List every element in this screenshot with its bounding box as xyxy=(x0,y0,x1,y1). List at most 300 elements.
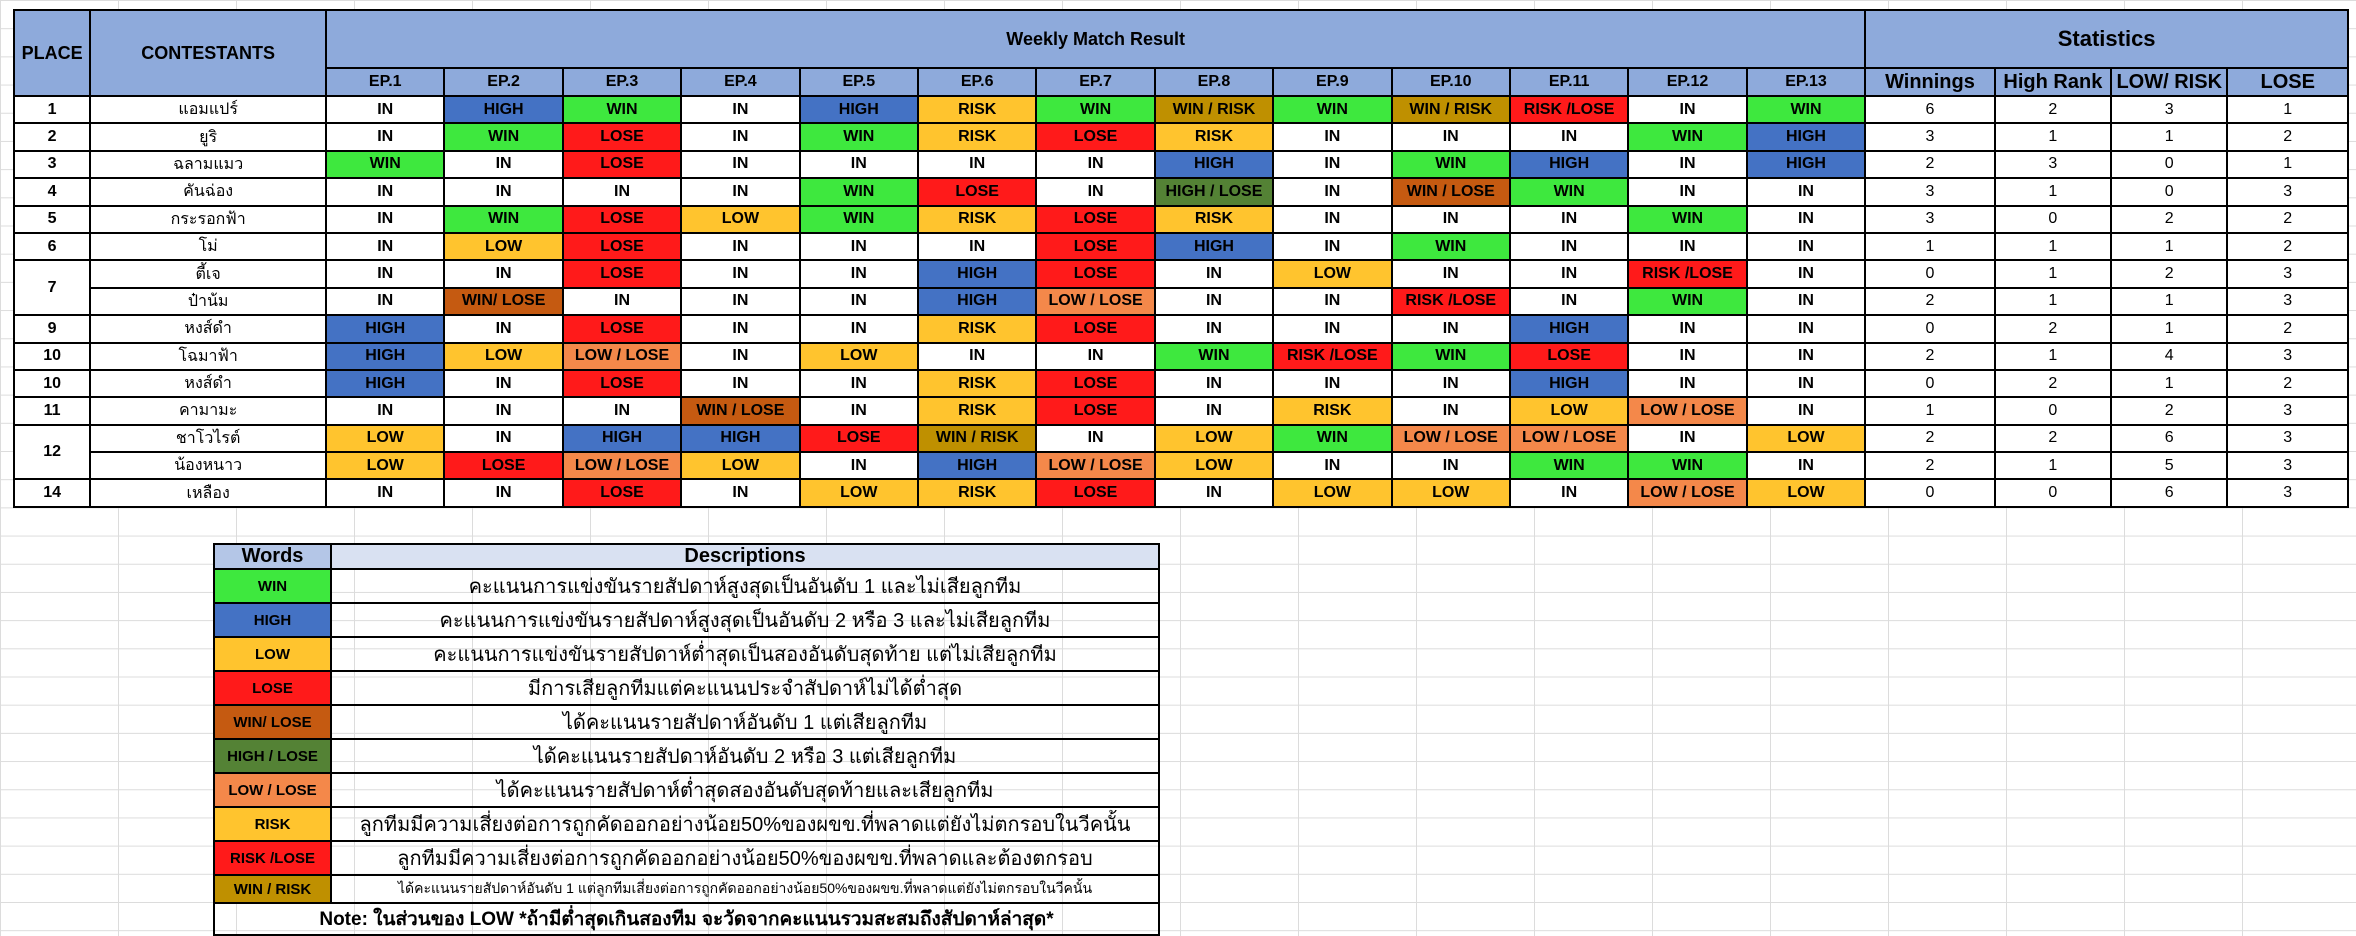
stat-cell[interactable]: 2 xyxy=(2227,123,2348,150)
result-cell[interactable]: WIN / RISK xyxy=(1155,96,1273,123)
legend-word-cell[interactable]: LOSE xyxy=(214,671,331,705)
result-cell[interactable]: IN xyxy=(800,233,918,260)
legend-description-cell[interactable]: ได้คะแนนรายสัปดาห์อันดับ 1 แต่ลูกทีมเสี่ยงต่อการถูกคัดออกอย่างน้อย50%ของผขข.ที่พลาดแต่ยังไม่ตกรอบในวีคนั้น xyxy=(331,875,1159,903)
legend-word-cell[interactable]: HIGH xyxy=(214,603,331,637)
result-cell[interactable]: RISK /LOSE xyxy=(1510,96,1628,123)
result-cell[interactable]: HIGH xyxy=(1155,151,1273,178)
result-cell[interactable]: RISK xyxy=(918,479,1036,506)
contestant-name-cell[interactable]: ตี้เจ xyxy=(90,260,326,287)
result-cell[interactable]: WIN xyxy=(800,206,918,233)
episode-header[interactable]: EP.1 xyxy=(326,68,444,96)
result-cell[interactable]: IN xyxy=(1747,370,1866,397)
result-cell[interactable]: RISK /LOSE xyxy=(1628,260,1746,287)
stat-cell[interactable]: 2 xyxy=(1995,315,2111,342)
stat-cell[interactable]: 6 xyxy=(1865,96,1994,123)
stat-cell[interactable]: 5 xyxy=(2111,452,2227,479)
stat-cell[interactable]: 3 xyxy=(1865,123,1994,150)
result-cell[interactable]: IN xyxy=(1510,206,1628,233)
result-cell[interactable]: LOW xyxy=(1392,479,1510,506)
result-cell[interactable]: LOW / LOSE xyxy=(563,452,681,479)
result-cell[interactable]: LOSE xyxy=(563,206,681,233)
result-cell[interactable]: IN xyxy=(681,233,799,260)
result-cell[interactable]: HIGH xyxy=(1747,151,1866,178)
stat-cell[interactable]: 2 xyxy=(2111,260,2227,287)
result-cell[interactable]: LOW xyxy=(1155,452,1273,479)
place-cell[interactable]: 10 xyxy=(14,370,90,397)
result-cell[interactable]: LOSE xyxy=(444,452,562,479)
place-cell[interactable]: 10 xyxy=(14,343,90,370)
result-cell[interactable]: IN xyxy=(800,397,918,424)
stat-cell[interactable]: 3 xyxy=(2227,479,2348,506)
result-cell[interactable]: LOW / LOSE xyxy=(563,343,681,370)
legend-description-cell[interactable]: ได้คะแนนรายสัปดาห์ต่ำสุดสองอันดับสุดท้ายและเสียลูกทีม xyxy=(331,773,1159,807)
words-header[interactable]: Words xyxy=(214,544,331,569)
contestant-name-cell[interactable]: หงส์ดำ xyxy=(90,315,326,342)
result-cell[interactable]: IN xyxy=(1273,206,1391,233)
place-cell[interactable]: 12 xyxy=(14,425,90,480)
result-cell[interactable]: IN xyxy=(1155,260,1273,287)
result-cell[interactable]: IN xyxy=(681,260,799,287)
result-cell[interactable]: IN xyxy=(1273,233,1391,260)
result-cell[interactable]: HIGH xyxy=(326,343,444,370)
stat-cell[interactable]: 1 xyxy=(1865,233,1994,260)
result-cell[interactable]: IN xyxy=(1747,343,1866,370)
stat-cell[interactable]: 0 xyxy=(1865,315,1994,342)
stat-cell[interactable]: 1 xyxy=(2227,96,2348,123)
result-cell[interactable]: WIN xyxy=(1628,206,1746,233)
result-cell[interactable]: HIGH xyxy=(1747,123,1866,150)
contestant-name-cell[interactable]: ยูริ xyxy=(90,123,326,150)
result-cell[interactable]: IN xyxy=(1510,479,1628,506)
result-cell[interactable]: RISK xyxy=(918,397,1036,424)
legend-word-cell[interactable]: WIN / RISK xyxy=(214,875,331,903)
result-cell[interactable]: LOW / LOSE xyxy=(1628,397,1746,424)
result-cell[interactable]: LOW xyxy=(1273,260,1391,287)
result-cell[interactable]: IN xyxy=(326,288,444,315)
stat-cell[interactable]: 3 xyxy=(2227,260,2348,287)
result-cell[interactable]: IN xyxy=(1036,178,1154,205)
result-cell[interactable]: IN xyxy=(1747,260,1866,287)
result-cell[interactable]: RISK xyxy=(918,315,1036,342)
stat-cell[interactable]: 2 xyxy=(2111,206,2227,233)
result-cell[interactable]: RISK xyxy=(918,123,1036,150)
stat-cell[interactable]: 4 xyxy=(2111,343,2227,370)
result-cell[interactable]: LOW xyxy=(1510,397,1628,424)
stat-cell[interactable]: 0 xyxy=(1995,479,2111,506)
legend-description-cell[interactable]: ได้คะแนนรายสัปดาห์อันดับ 2 หรือ 3 แต่เสียลูกทีม xyxy=(331,739,1159,773)
result-cell[interactable]: IN xyxy=(1273,151,1391,178)
result-cell[interactable]: IN xyxy=(1628,233,1746,260)
stat-cell[interactable]: 0 xyxy=(1865,479,1994,506)
legend-description-cell[interactable]: คะแนนการแข่งขันรายสัปดาห์ต่ำสุดเป็นสองอันดับสุดท้าย แต่ไม่เสียลูกทีม xyxy=(331,637,1159,671)
stat-cell[interactable]: 2 xyxy=(1995,425,2111,452)
result-cell[interactable]: IN xyxy=(918,233,1036,260)
stat-cell[interactable]: 2 xyxy=(1865,288,1994,315)
result-cell[interactable]: LOW / LOSE xyxy=(1036,452,1154,479)
result-cell[interactable]: IN xyxy=(681,370,799,397)
stat-cell[interactable]: 0 xyxy=(1865,370,1994,397)
result-cell[interactable]: IN xyxy=(681,151,799,178)
stat-cell[interactable]: 2 xyxy=(2227,233,2348,260)
result-cell[interactable]: HIGH xyxy=(326,370,444,397)
result-cell[interactable]: IN xyxy=(444,315,562,342)
place-cell[interactable]: 14 xyxy=(14,479,90,506)
result-cell[interactable]: HIGH xyxy=(563,425,681,452)
result-cell[interactable]: WIN / RISK xyxy=(1392,96,1510,123)
place-cell[interactable]: 9 xyxy=(14,315,90,342)
result-cell[interactable]: HIGH xyxy=(1155,233,1273,260)
result-cell[interactable]: IN xyxy=(1628,370,1746,397)
contestants-header[interactable]: CONTESTANTS xyxy=(90,10,326,96)
legend-note[interactable]: Note: ในส่วนของ LOW *ถ้ามีต่ำสุดเกินสองทีม จะวัดจากคะแนนรวมสะสมถึงสัปดาห์ล่าสุด* xyxy=(214,903,1159,935)
result-cell[interactable]: IN xyxy=(326,260,444,287)
result-cell[interactable]: HIGH xyxy=(1510,151,1628,178)
result-cell[interactable]: WIN xyxy=(800,123,918,150)
result-cell[interactable]: IN xyxy=(1510,123,1628,150)
result-cell[interactable]: IN xyxy=(1392,260,1510,287)
result-cell[interactable]: LOW xyxy=(444,343,562,370)
result-cell[interactable]: LOSE xyxy=(1036,370,1154,397)
episode-header[interactable]: EP.10 xyxy=(1392,68,1510,96)
result-cell[interactable]: IN xyxy=(444,479,562,506)
result-cell[interactable]: IN xyxy=(1747,315,1866,342)
result-cell[interactable]: IN xyxy=(681,343,799,370)
result-cell[interactable]: IN xyxy=(1155,288,1273,315)
stat-header[interactable]: High Rank xyxy=(1995,68,2111,96)
result-cell[interactable]: IN xyxy=(800,260,918,287)
result-cell[interactable]: WIN xyxy=(563,96,681,123)
place-cell[interactable]: 11 xyxy=(14,397,90,424)
result-cell[interactable]: IN xyxy=(563,178,681,205)
result-cell[interactable]: WIN xyxy=(1036,96,1154,123)
contestant-name-cell[interactable]: คามามะ xyxy=(90,397,326,424)
contestant-name-cell[interactable]: น้องหนาว xyxy=(90,452,326,479)
result-cell[interactable]: LOSE xyxy=(1036,206,1154,233)
result-cell[interactable]: RISK /LOSE xyxy=(1273,343,1391,370)
result-cell[interactable]: LOW xyxy=(681,452,799,479)
result-cell[interactable]: IN xyxy=(1747,288,1866,315)
result-cell[interactable]: WIN xyxy=(1273,96,1391,123)
contestant-name-cell[interactable]: ฉลามแมว xyxy=(90,151,326,178)
legend-description-cell[interactable]: ลูกทีมมีความเสี่ยงต่อการถูกคัดออกอย่างน้อย50%ของผขข.ที่พลาดแต่ยังไม่ตกรอบในวีคนั้น xyxy=(331,807,1159,841)
result-cell[interactable]: LOW xyxy=(326,425,444,452)
result-cell[interactable]: LOW / LOSE xyxy=(1628,479,1746,506)
result-cell[interactable]: RISK xyxy=(918,96,1036,123)
result-cell[interactable]: RISK xyxy=(1155,206,1273,233)
result-cell[interactable]: IN xyxy=(1036,425,1154,452)
result-cell[interactable]: IN xyxy=(681,315,799,342)
episode-header[interactable]: EP.8 xyxy=(1155,68,1273,96)
place-cell[interactable]: 6 xyxy=(14,233,90,260)
result-cell[interactable]: LOW xyxy=(1747,479,1866,506)
place-cell[interactable]: 1 xyxy=(14,96,90,123)
result-cell[interactable]: IN xyxy=(1747,206,1866,233)
result-cell[interactable]: IN xyxy=(800,452,918,479)
place-cell[interactable]: 3 xyxy=(14,151,90,178)
stat-cell[interactable]: 1 xyxy=(1865,397,1994,424)
result-cell[interactable]: RISK xyxy=(1155,123,1273,150)
result-cell[interactable]: IN xyxy=(326,233,444,260)
stat-header[interactable]: LOW/ RISK xyxy=(2111,68,2227,96)
legend-description-cell[interactable]: ลูกทีมมีความเสี่ยงต่อการถูกคัดออกอย่างน้อย50%ของผขข.ที่พลาดและต้องตกรอบ xyxy=(331,841,1159,875)
result-cell[interactable]: LOSE xyxy=(1036,260,1154,287)
result-cell[interactable]: IN xyxy=(1273,370,1391,397)
result-cell[interactable]: WIN xyxy=(1628,452,1746,479)
result-cell[interactable]: WIN xyxy=(326,151,444,178)
legend-word-cell[interactable]: WIN xyxy=(214,569,331,603)
episode-header[interactable]: EP.6 xyxy=(918,68,1036,96)
episode-header[interactable]: EP.11 xyxy=(1510,68,1628,96)
result-cell[interactable]: IN xyxy=(444,425,562,452)
place-cell[interactable]: 2 xyxy=(14,123,90,150)
result-cell[interactable]: LOW xyxy=(681,206,799,233)
stat-cell[interactable]: 3 xyxy=(2227,397,2348,424)
stat-cell[interactable]: 1 xyxy=(1995,260,2111,287)
legend-description-cell[interactable]: ได้คะแนนรายสัปดาห์อันดับ 1 แต่เสียลูกทีม xyxy=(331,705,1159,739)
result-cell[interactable]: IN xyxy=(681,178,799,205)
stat-header[interactable]: Winnings xyxy=(1865,68,1994,96)
result-cell[interactable]: LOSE xyxy=(1036,479,1154,506)
result-cell[interactable]: IN xyxy=(1155,397,1273,424)
result-cell[interactable]: HIGH / LOSE xyxy=(1155,178,1273,205)
result-cell[interactable]: HIGH xyxy=(918,288,1036,315)
result-cell[interactable]: WIN xyxy=(1392,343,1510,370)
result-cell[interactable]: IN xyxy=(681,96,799,123)
contestant-name-cell[interactable]: เหลือง xyxy=(90,479,326,506)
result-cell[interactable]: IN xyxy=(444,370,562,397)
result-cell[interactable]: IN xyxy=(800,315,918,342)
weekly-result-header[interactable]: Weekly Match Result xyxy=(326,10,1865,68)
stat-cell[interactable]: 3 xyxy=(2227,288,2348,315)
place-cell[interactable]: 5 xyxy=(14,206,90,233)
result-cell[interactable]: LOSE xyxy=(1036,397,1154,424)
result-cell[interactable]: LOSE xyxy=(918,178,1036,205)
place-header[interactable]: PLACE xyxy=(14,10,90,96)
result-cell[interactable]: WIN xyxy=(1747,96,1866,123)
contestant-name-cell[interactable]: ป๋าน้ม xyxy=(90,288,326,315)
stat-cell[interactable]: 3 xyxy=(2227,343,2348,370)
result-cell[interactable]: IN xyxy=(1747,178,1866,205)
result-cell[interactable]: IN xyxy=(1036,151,1154,178)
stat-cell[interactable]: 1 xyxy=(1995,343,2111,370)
result-cell[interactable]: IN xyxy=(681,288,799,315)
result-cell[interactable]: IN xyxy=(444,397,562,424)
result-cell[interactable]: LOW xyxy=(1155,425,1273,452)
result-cell[interactable]: WIN / LOSE xyxy=(681,397,799,424)
stat-cell[interactable]: 3 xyxy=(1995,151,2111,178)
result-cell[interactable]: LOW / LOSE xyxy=(1392,425,1510,452)
result-cell[interactable]: IN xyxy=(326,397,444,424)
result-cell[interactable]: IN xyxy=(1510,288,1628,315)
stat-cell[interactable]: 0 xyxy=(1995,206,2111,233)
stat-cell[interactable]: 0 xyxy=(2111,151,2227,178)
result-cell[interactable]: RISK xyxy=(918,206,1036,233)
contestant-name-cell[interactable]: กระรอกฟ้า xyxy=(90,206,326,233)
stat-cell[interactable]: 2 xyxy=(1865,425,1994,452)
result-cell[interactable]: IN xyxy=(1155,370,1273,397)
result-cell[interactable]: IN xyxy=(326,206,444,233)
result-cell[interactable]: WIN xyxy=(1510,178,1628,205)
legend-word-cell[interactable]: WIN/ LOSE xyxy=(214,705,331,739)
stat-cell[interactable]: 3 xyxy=(1865,206,1994,233)
legend-description-cell[interactable]: มีการเสียลูกทีมแต่คะแนนประจำสัปดาห์ไม่ได้ต่ำสุด xyxy=(331,671,1159,705)
contestant-name-cell[interactable]: ชาโวไรต์ xyxy=(90,425,326,452)
stat-cell[interactable]: 3 xyxy=(2111,96,2227,123)
stat-header[interactable]: LOSE xyxy=(2227,68,2348,96)
result-cell[interactable]: HIGH xyxy=(800,96,918,123)
result-cell[interactable]: IN xyxy=(1747,397,1866,424)
result-cell[interactable]: IN xyxy=(1392,370,1510,397)
result-cell[interactable]: IN xyxy=(1273,452,1391,479)
stat-cell[interactable]: 0 xyxy=(2111,178,2227,205)
result-cell[interactable]: IN xyxy=(1628,96,1746,123)
stat-cell[interactable]: 1 xyxy=(1995,233,2111,260)
episode-header[interactable]: EP.7 xyxy=(1036,68,1154,96)
result-cell[interactable]: IN xyxy=(1155,479,1273,506)
result-cell[interactable]: WIN xyxy=(444,123,562,150)
stat-cell[interactable]: 2 xyxy=(1865,452,1994,479)
result-cell[interactable]: LOSE xyxy=(563,315,681,342)
stat-cell[interactable]: 1 xyxy=(1995,178,2111,205)
contestant-name-cell[interactable]: โม่ xyxy=(90,233,326,260)
episode-header[interactable]: EP.9 xyxy=(1273,68,1391,96)
result-cell[interactable]: IN xyxy=(1510,233,1628,260)
descriptions-header[interactable]: Descriptions xyxy=(331,544,1159,569)
result-cell[interactable]: RISK xyxy=(1273,397,1391,424)
result-cell[interactable]: LOW xyxy=(1273,479,1391,506)
stat-cell[interactable]: 2 xyxy=(1995,370,2111,397)
result-cell[interactable]: WIN xyxy=(1628,288,1746,315)
legend-description-cell[interactable]: คะแนนการแข่งขันรายสัปดาห์สูงสุดเป็นอันดับ 1 และไม่เสียลูกทีม xyxy=(331,569,1159,603)
result-cell[interactable]: LOW xyxy=(326,452,444,479)
result-cell[interactable]: LOW xyxy=(1747,425,1866,452)
result-cell[interactable]: LOSE xyxy=(1036,233,1154,260)
stat-cell[interactable]: 1 xyxy=(2111,123,2227,150)
result-cell[interactable]: IN xyxy=(1155,315,1273,342)
result-cell[interactable]: LOSE xyxy=(563,370,681,397)
legend-word-cell[interactable]: HIGH / LOSE xyxy=(214,739,331,773)
result-cell[interactable]: IN xyxy=(1036,343,1154,370)
result-cell[interactable]: IN xyxy=(444,178,562,205)
result-cell[interactable]: LOSE xyxy=(1510,343,1628,370)
episode-header[interactable]: EP.2 xyxy=(444,68,562,96)
result-cell[interactable]: IN xyxy=(918,343,1036,370)
result-cell[interactable]: WIN xyxy=(1392,233,1510,260)
result-cell[interactable]: WIN xyxy=(1155,343,1273,370)
result-cell[interactable]: LOSE xyxy=(563,151,681,178)
result-cell[interactable]: HIGH xyxy=(1510,370,1628,397)
place-cell[interactable]: 7 xyxy=(14,260,90,315)
stat-cell[interactable]: 2 xyxy=(2227,206,2348,233)
result-cell[interactable]: WIN xyxy=(444,206,562,233)
result-cell[interactable]: LOSE xyxy=(1036,315,1154,342)
result-cell[interactable]: IN xyxy=(1747,452,1866,479)
result-cell[interactable]: HIGH xyxy=(1510,315,1628,342)
result-cell[interactable]: IN xyxy=(918,151,1036,178)
result-cell[interactable]: IN xyxy=(563,288,681,315)
result-cell[interactable]: LOW xyxy=(444,233,562,260)
result-cell[interactable]: LOW / LOSE xyxy=(1036,288,1154,315)
result-cell[interactable]: IN xyxy=(1628,343,1746,370)
episode-header[interactable]: EP.4 xyxy=(681,68,799,96)
stat-cell[interactable]: 2 xyxy=(2227,370,2348,397)
result-cell[interactable]: HIGH xyxy=(681,425,799,452)
result-cell[interactable]: IN xyxy=(326,178,444,205)
result-cell[interactable]: IN xyxy=(1747,233,1866,260)
result-cell[interactable]: IN xyxy=(1273,123,1391,150)
stat-cell[interactable]: 2 xyxy=(1865,151,1994,178)
stat-cell[interactable]: 2 xyxy=(1865,343,1994,370)
episode-header[interactable]: EP.5 xyxy=(800,68,918,96)
result-cell[interactable]: LOSE xyxy=(1036,123,1154,150)
result-cell[interactable]: IN xyxy=(1628,151,1746,178)
stat-cell[interactable]: 1 xyxy=(2111,315,2227,342)
result-cell[interactable]: IN xyxy=(444,151,562,178)
contestant-name-cell[interactable]: หงส์ดำ xyxy=(90,370,326,397)
legend-word-cell[interactable]: LOW / LOSE xyxy=(214,773,331,807)
legend-word-cell[interactable]: RISK xyxy=(214,807,331,841)
legend-word-cell[interactable]: RISK /LOSE xyxy=(214,841,331,875)
legend-description-cell[interactable]: คะแนนการแข่งขันรายสัปดาห์สูงสุดเป็นอันดับ 2 หรือ 3 และไม่เสียลูกทีม xyxy=(331,603,1159,637)
result-cell[interactable]: IN xyxy=(800,288,918,315)
result-cell[interactable]: IN xyxy=(326,96,444,123)
result-cell[interactable]: WIN xyxy=(1392,151,1510,178)
result-cell[interactable]: IN xyxy=(1392,315,1510,342)
stat-cell[interactable]: 3 xyxy=(2227,178,2348,205)
stat-cell[interactable]: 1 xyxy=(1995,123,2111,150)
result-cell[interactable]: IN xyxy=(1628,178,1746,205)
result-cell[interactable]: WIN / RISK xyxy=(918,425,1036,452)
result-cell[interactable]: RISK /LOSE xyxy=(1392,288,1510,315)
result-cell[interactable]: RISK xyxy=(918,370,1036,397)
result-cell[interactable]: WIN xyxy=(800,178,918,205)
result-cell[interactable]: WIN xyxy=(1628,123,1746,150)
result-cell[interactable]: IN xyxy=(1392,397,1510,424)
result-cell[interactable]: LOSE xyxy=(800,425,918,452)
stat-cell[interactable]: 6 xyxy=(2111,479,2227,506)
episode-header[interactable]: EP.13 xyxy=(1747,68,1866,96)
result-cell[interactable]: IN xyxy=(1273,315,1391,342)
result-cell[interactable]: IN xyxy=(1273,288,1391,315)
result-cell[interactable]: WIN / LOSE xyxy=(1392,178,1510,205)
contestant-name-cell[interactable]: โฉมาฟ้า xyxy=(90,343,326,370)
stat-cell[interactable]: 0 xyxy=(1995,397,2111,424)
stat-cell[interactable]: 1 xyxy=(2227,151,2348,178)
result-cell[interactable]: IN xyxy=(1273,178,1391,205)
episode-header[interactable]: EP.3 xyxy=(563,68,681,96)
result-cell[interactable]: LOW xyxy=(800,343,918,370)
result-cell[interactable]: WIN/ LOSE xyxy=(444,288,562,315)
statistics-header[interactable]: Statistics xyxy=(1865,10,2348,68)
stat-cell[interactable]: 3 xyxy=(2227,425,2348,452)
result-cell[interactable]: LOSE xyxy=(563,260,681,287)
episode-header[interactable]: EP.12 xyxy=(1628,68,1746,96)
stat-cell[interactable]: 2 xyxy=(2111,397,2227,424)
stat-cell[interactable]: 6 xyxy=(2111,425,2227,452)
stat-cell[interactable]: 1 xyxy=(2111,233,2227,260)
place-cell[interactable]: 4 xyxy=(14,178,90,205)
stat-cell[interactable]: 1 xyxy=(2111,370,2227,397)
result-cell[interactable]: HIGH xyxy=(326,315,444,342)
result-cell[interactable]: LOSE xyxy=(563,233,681,260)
contestant-name-cell[interactable]: แอมแปร์ xyxy=(90,96,326,123)
result-cell[interactable]: IN xyxy=(1392,452,1510,479)
result-cell[interactable]: IN xyxy=(444,260,562,287)
result-cell[interactable]: IN xyxy=(1392,206,1510,233)
stat-cell[interactable]: 2 xyxy=(1995,96,2111,123)
result-cell[interactable]: IN xyxy=(563,397,681,424)
result-cell[interactable]: IN xyxy=(800,151,918,178)
